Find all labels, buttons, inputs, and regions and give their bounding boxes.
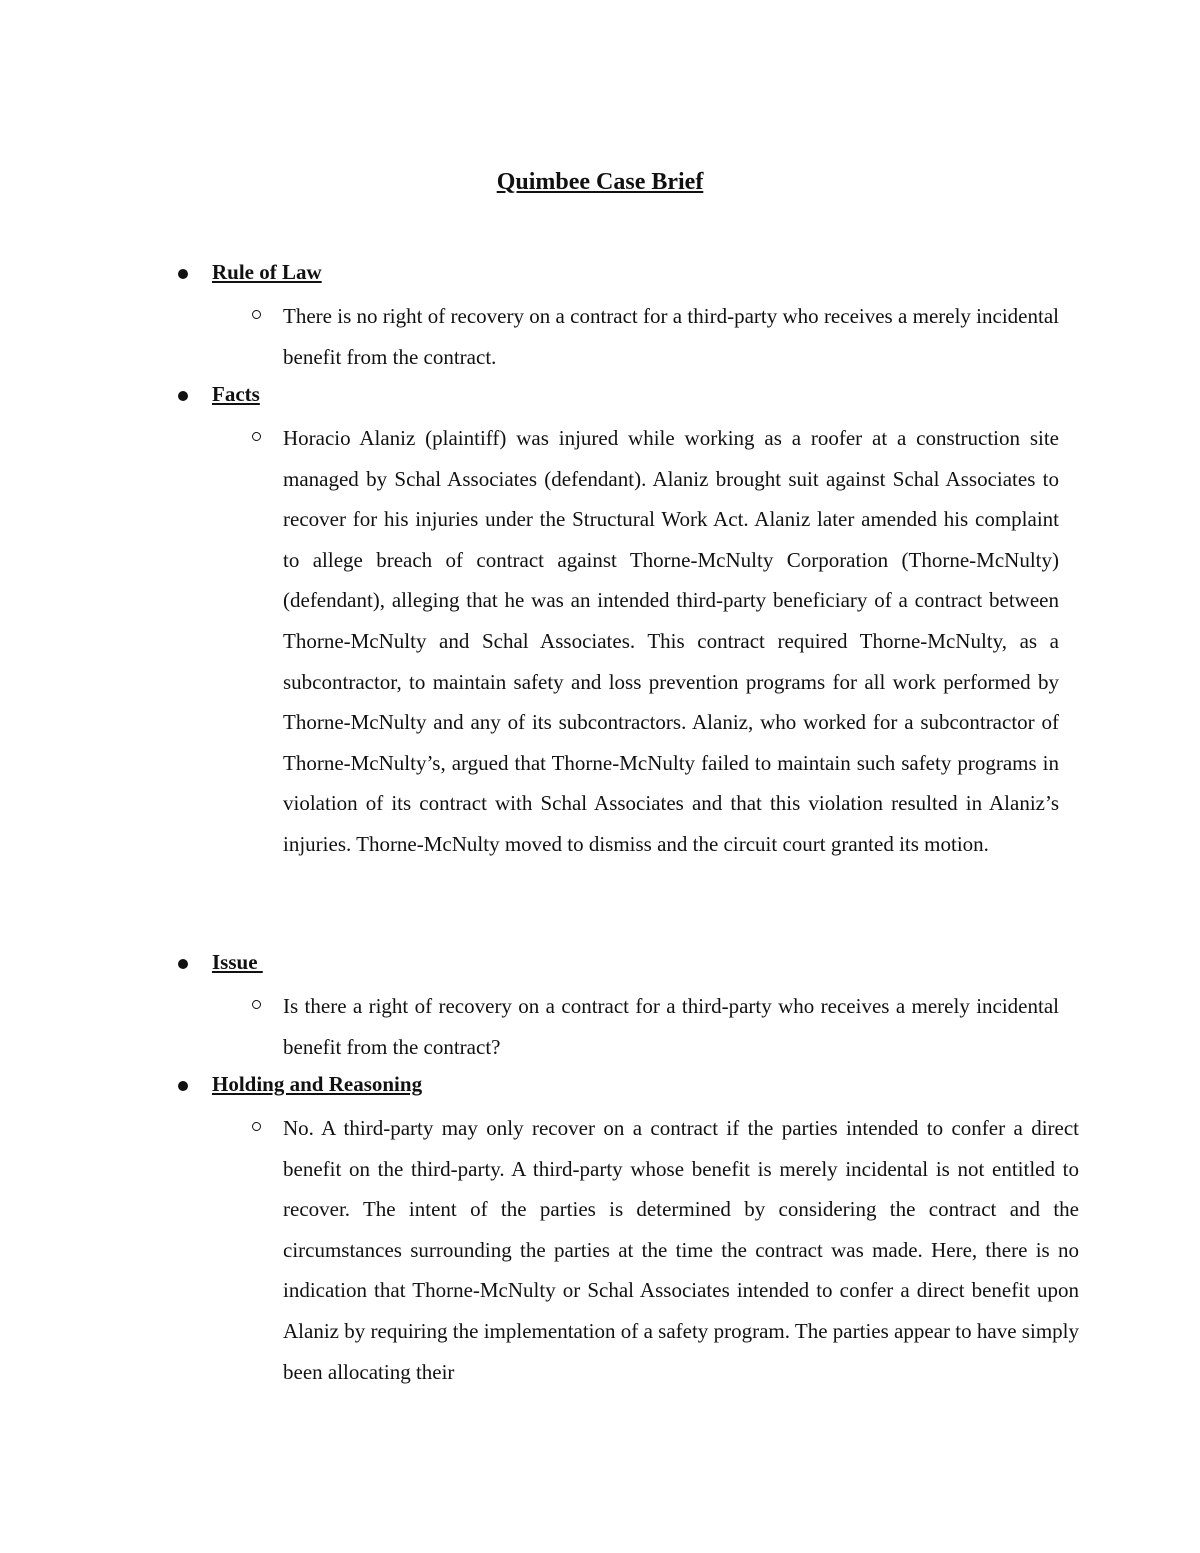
hollow-bullet-icon — [252, 1122, 261, 1131]
section-text: There is no right of recovery on a contract for a third-party who receives a merely incidental benefit from the contract. — [283, 304, 1059, 369]
section-text: Horacio Alaniz (plaintiff) was injured while working as a roofer at a construction site managed by Schal Associates (defendant). Alaniz brought suit against Schal Associates to recover for his injuries under the Structural Work Act. Alaniz later amended his complaint to allege breach of contract against Thorne-McNulty Corporation (Thorne-McNulty) (defendant), alleging that he was an intended third-party beneficiary of a contract between Thorne-McNulty and Schal Associates. This contract required Thorne-McNulty, as a subcontractor, to maintain safety and loss prevention programs for all work performed by Thorne-McNulty and any of its subcontractors. Alaniz, who worked for a subcontractor of Thorne-McNulty’s, argued that Thorne-McNulty failed to maintain such safety programs in violation of its contract with Schal Associates and that this violation resulted in Alaniz’s injuries. Thorne-McNulty moved to dismiss and the circuit court granted its motion. — [283, 426, 1059, 856]
section-heading-row — [0, 946, 1200, 986]
section-heading: Issue — [212, 950, 263, 974]
hollow-bullet-icon — [252, 432, 261, 441]
section-heading-row — [0, 256, 1200, 296]
section-text: Is there a right of recovery on a contract for a third-party who receives a merely incidental benefit from the contract? — [283, 994, 1059, 1059]
section-issue — [0, 946, 1200, 1067]
hollow-bullet-icon — [252, 310, 261, 319]
section-facts — [0, 378, 1200, 865]
section-body — [0, 296, 1200, 377]
document-title: Quimbee Case Brief — [496, 169, 704, 195]
filled-bullet-icon — [178, 1081, 188, 1091]
filled-bullet-icon — [178, 269, 188, 279]
section-body — [0, 1108, 1200, 1392]
section-heading: Facts — [212, 382, 260, 406]
section-holding-and-reasoning — [0, 1068, 1200, 1392]
section-body — [0, 418, 1200, 865]
hollow-bullet-icon — [252, 1000, 261, 1009]
section-heading: Rule of Law — [212, 260, 322, 284]
section-rule-of-law — [0, 256, 1200, 377]
section-heading-row — [0, 1068, 1200, 1108]
section-heading-row — [0, 378, 1200, 418]
section-heading: Holding and Reasoning — [212, 1072, 423, 1096]
section-text: No. A third-party may only recover on a contract if the parties intended to confer a direct benefit on the third-party. A third-party whose benefit is merely incidental is not entitled to recover. The intent of the parties is determined by considering the contract and the circumstances surrounding the parties at the time the contract was made. Here, there is no indication that Thorne-McNulty or Schal Associates intended to confer a direct benefit upon Alaniz by requiring the implementation of a safety program. The parties appear to have simply been allocating their — [283, 1116, 1079, 1384]
section-body — [0, 986, 1200, 1067]
filled-bullet-icon — [178, 391, 188, 401]
filled-bullet-icon — [178, 959, 188, 969]
